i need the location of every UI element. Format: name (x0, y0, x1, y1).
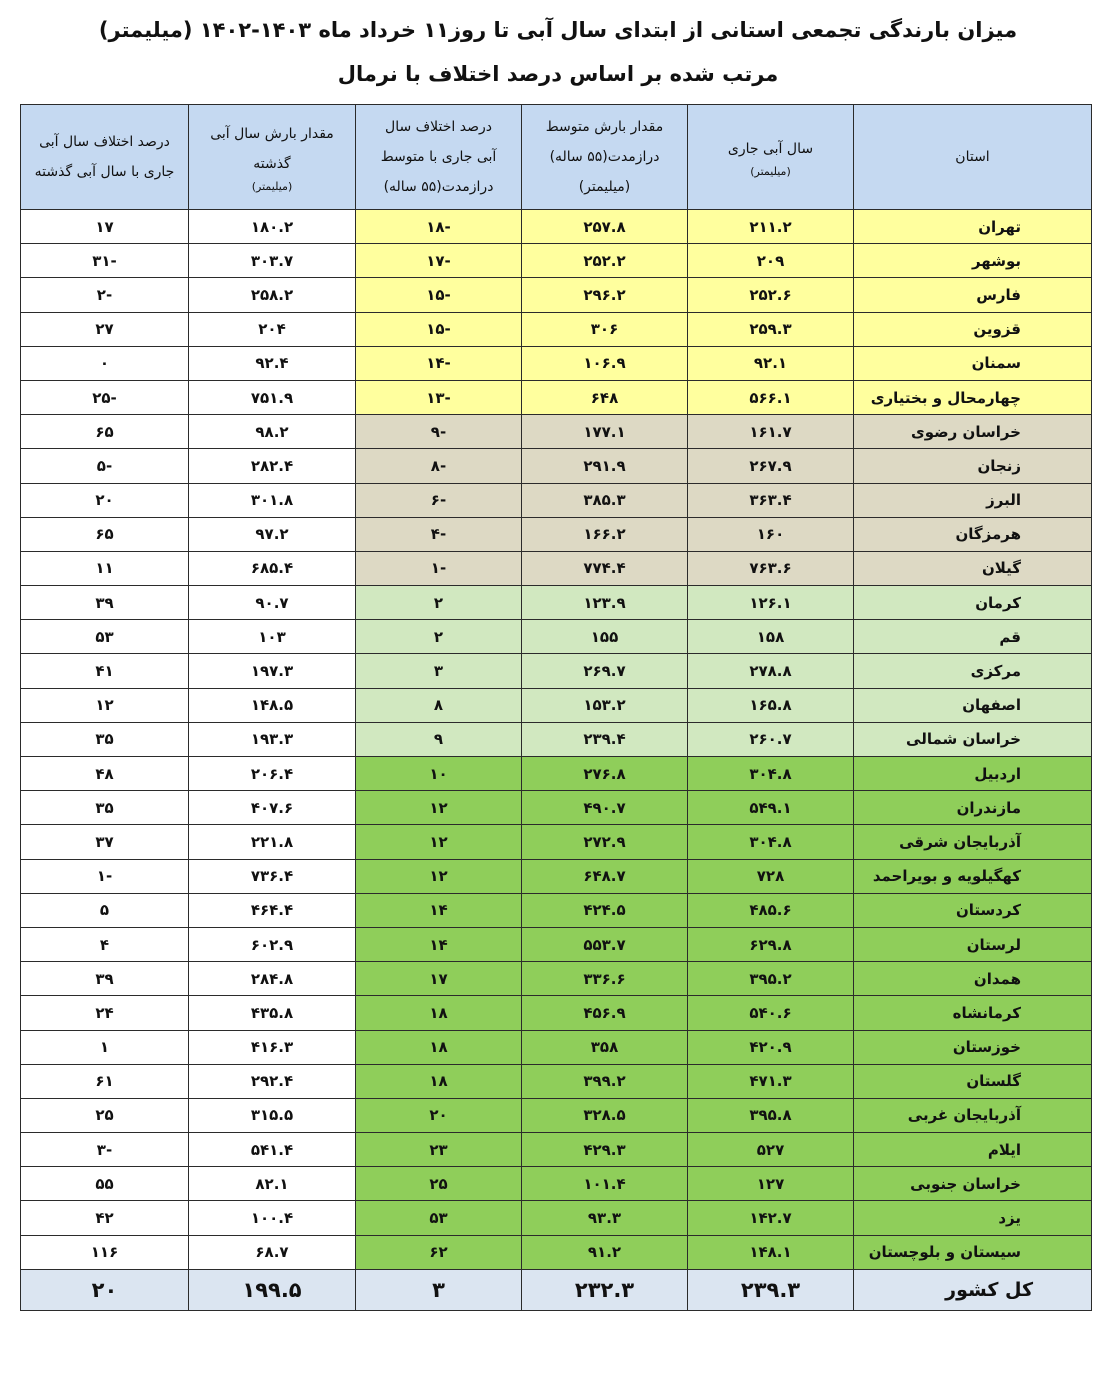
longterm-cell: ۱۶۶.۲ (522, 517, 688, 551)
current-cell: ۱۶۰ (688, 517, 854, 551)
diff-previous-cell: ۱۷ (21, 210, 189, 244)
diff-normal-cell: -۱۵ (356, 278, 522, 312)
table-row (21, 415, 1092, 449)
diff-previous-cell: ۳۵ (21, 722, 189, 756)
diff-normal-cell: ۱۷ (356, 962, 522, 996)
total-previous: ۱۹۹.۵ (189, 1269, 356, 1310)
header-current: سال آبی جاری (میلیمتر) (688, 105, 854, 210)
current-cell: ۳۹۵.۲ (688, 962, 854, 996)
longterm-cell: ۹۱.۲ (522, 1235, 688, 1269)
previous-cell: ۱۰۰.۴ (189, 1201, 356, 1235)
current-cell: ۳۰۴.۸ (688, 825, 854, 859)
diff-normal-cell: ۱۲ (356, 791, 522, 825)
diff-normal-cell: ۳ (356, 654, 522, 688)
diff-normal-cell: ۱۲ (356, 825, 522, 859)
current-cell: ۳۰۴.۸ (688, 757, 854, 791)
diff-previous-cell: ۴۸ (21, 757, 189, 791)
header-longterm: مقدار بارش متوسط درازمدت(۵۵ ساله) (میلیمتر) (522, 105, 688, 210)
table-row (21, 1064, 1092, 1098)
previous-cell: ۲۰۶.۴ (189, 757, 356, 791)
longterm-cell: ۳۸۵.۳ (522, 483, 688, 517)
current-cell: ۲۵۲.۶ (688, 278, 854, 312)
header-row (21, 105, 1092, 210)
table-row (21, 1098, 1092, 1132)
diff-previous-cell: ۵۳ (21, 620, 189, 654)
header-previous: مقدار بارش سال آبی گذشته (میلیمتر) (189, 105, 356, 210)
diff-previous-cell: ۱ (21, 1030, 189, 1064)
table-row (21, 996, 1092, 1030)
diff-previous-cell: ۱۲ (21, 688, 189, 722)
diff-normal-cell: -۴ (356, 517, 522, 551)
province-cell: چهارمحال و بختیاری (854, 380, 1092, 414)
diff-normal-cell: ۶۲ (356, 1235, 522, 1269)
longterm-cell: ۳۵۸ (522, 1030, 688, 1064)
longterm-cell: ۲۵۷.۸ (522, 210, 688, 244)
longterm-cell: ۴۹۰.۷ (522, 791, 688, 825)
diff-previous-cell: ۵۵ (21, 1167, 189, 1201)
previous-cell: ۳۰۳.۷ (189, 244, 356, 278)
longterm-cell: ۹۳.۳ (522, 1201, 688, 1235)
current-cell: ۳۹۵.۸ (688, 1098, 854, 1132)
header-diff-normal: درصد اختلاف سال آبی جاری با متوسط درازمدت(۵۵ ساله) (356, 105, 522, 210)
province-cell: خوزستان (854, 1030, 1092, 1064)
table-row (21, 210, 1092, 244)
diff-normal-cell: -۱۸ (356, 210, 522, 244)
longterm-cell: ۶۴۸.۷ (522, 859, 688, 893)
longterm-cell: ۵۵۳.۷ (522, 927, 688, 961)
longterm-cell: ۲۷۶.۸ (522, 757, 688, 791)
diff-normal-cell: ۹ (356, 722, 522, 756)
table-row (21, 586, 1092, 620)
previous-cell: ۹۰.۷ (189, 586, 356, 620)
province-cell: مرکزی (854, 654, 1092, 688)
table-row (21, 1235, 1092, 1269)
previous-cell: ۱۹۷.۳ (189, 654, 356, 688)
longterm-cell: ۳۰۶ (522, 312, 688, 346)
diff-normal-cell: ۱۸ (356, 1030, 522, 1064)
previous-cell: ۶۸۵.۴ (189, 551, 356, 585)
longterm-cell: ۷۷۴.۴ (522, 551, 688, 585)
province-cell: کرمان (854, 586, 1092, 620)
previous-cell: ۹۸.۲ (189, 415, 356, 449)
table-row (21, 825, 1092, 859)
diff-previous-cell: ۴۲ (21, 1201, 189, 1235)
current-cell: ۳۶۳.۴ (688, 483, 854, 517)
longterm-cell: ۴۵۶.۹ (522, 996, 688, 1030)
diff-previous-cell: ۲۷ (21, 312, 189, 346)
diff-normal-cell: ۲ (356, 586, 522, 620)
page-subtitle: مرتب شده بر اساس درصد اختلاف با نرمال (337, 62, 779, 86)
longterm-cell: ۱۵۵ (522, 620, 688, 654)
diff-previous-cell: ۱۱ (21, 551, 189, 585)
province-cell: سیستان و بلوچستان (854, 1235, 1092, 1269)
province-cell: کرمانشاه (854, 996, 1092, 1030)
diff-normal-cell: -۶ (356, 483, 522, 517)
current-cell: ۴۲۰.۹ (688, 1030, 854, 1064)
longterm-cell: ۱۵۳.۲ (522, 688, 688, 722)
province-cell: گیلان (854, 551, 1092, 585)
previous-cell: ۳۰۱.۸ (189, 483, 356, 517)
header-diff-previous: درصد اختلاف سال آبی جاری با سال آبی گذشته (21, 105, 189, 210)
diff-normal-cell: -۹ (356, 415, 522, 449)
current-cell: ۱۴۸.۱ (688, 1235, 854, 1269)
header-previous-unit: (میلیمتر) (251, 180, 293, 193)
diff-previous-cell: ۵ (21, 893, 189, 927)
previous-cell: ۵۴۱.۴ (189, 1133, 356, 1167)
table-row (21, 1030, 1092, 1064)
longterm-cell: ۲۹۶.۲ (522, 278, 688, 312)
diff-previous-cell: ۱۱۶ (21, 1235, 189, 1269)
header-province: استان (854, 105, 1092, 210)
previous-cell: ۶۰۲.۹ (189, 927, 356, 961)
current-cell: ۵۲۷ (688, 1133, 854, 1167)
province-cell: سمنان (854, 346, 1092, 380)
current-cell: ۵۴۰.۶ (688, 996, 854, 1030)
current-cell: ۴۷۱.۳ (688, 1064, 854, 1098)
table-row (21, 517, 1092, 551)
province-cell: خراسان جنوبی (854, 1167, 1092, 1201)
previous-cell: ۸۲.۱ (189, 1167, 356, 1201)
province-cell: مازندران (854, 791, 1092, 825)
province-cell: هرمزگان (854, 517, 1092, 551)
longterm-cell: ۲۶۹.۷ (522, 654, 688, 688)
previous-cell: ۲۸۴.۸ (189, 962, 356, 996)
diff-normal-cell: -۱ (356, 551, 522, 585)
current-cell: ۲۶۷.۹ (688, 449, 854, 483)
table-row (21, 1167, 1092, 1201)
total-longterm: ۲۳۲.۳ (522, 1269, 688, 1310)
diff-previous-cell: ۲۵ (21, 1098, 189, 1132)
current-cell: ۴۸۵.۶ (688, 893, 854, 927)
longterm-cell: ۳۲۸.۵ (522, 1098, 688, 1132)
table-row (21, 1201, 1092, 1235)
current-cell: ۲۶۰.۷ (688, 722, 854, 756)
table-row (21, 278, 1092, 312)
previous-cell: ۱۹۳.۳ (189, 722, 356, 756)
total-diff-previous: ۲۰ (21, 1269, 189, 1310)
diff-normal-cell: -۸ (356, 449, 522, 483)
longterm-cell: ۱۲۳.۹ (522, 586, 688, 620)
table-row (21, 927, 1092, 961)
table-row (21, 449, 1092, 483)
diff-normal-cell: ۱۲ (356, 859, 522, 893)
previous-cell: ۱۰۳ (189, 620, 356, 654)
diff-previous-cell: ۲۰ (21, 483, 189, 517)
current-cell: ۵۴۹.۱ (688, 791, 854, 825)
diff-previous-cell: ۶۱ (21, 1064, 189, 1098)
diff-normal-cell: ۲۵ (356, 1167, 522, 1201)
current-cell: ۱۵۸ (688, 620, 854, 654)
table-row (21, 757, 1092, 791)
previous-cell: ۲۲۱.۸ (189, 825, 356, 859)
diff-previous-cell: ۲۴ (21, 996, 189, 1030)
total-current: ۲۳۹.۳ (688, 1269, 854, 1310)
current-cell: ۲۱۱.۲ (688, 210, 854, 244)
diff-normal-cell: ۱۴ (356, 893, 522, 927)
table-row (21, 380, 1092, 414)
province-cell: کردستان (854, 893, 1092, 927)
longterm-cell: ۲۷۲.۹ (522, 825, 688, 859)
table-row (21, 346, 1092, 380)
previous-cell: ۹۷.۲ (189, 517, 356, 551)
previous-cell: ۲۸۲.۴ (189, 449, 356, 483)
table-row (21, 483, 1092, 517)
previous-cell: ۲۹۲.۴ (189, 1064, 356, 1098)
longterm-cell: ۳۹۹.۲ (522, 1064, 688, 1098)
table-row (21, 893, 1092, 927)
previous-cell: ۴۳۵.۸ (189, 996, 356, 1030)
current-cell: ۲۰۹ (688, 244, 854, 278)
province-cell: فارس (854, 278, 1092, 312)
province-cell: گلستان (854, 1064, 1092, 1098)
longterm-cell: ۲۹۱.۹ (522, 449, 688, 483)
diff-previous-cell: ۳۹ (21, 962, 189, 996)
previous-cell: ۷۳۶.۴ (189, 859, 356, 893)
diff-previous-cell: -۵ (21, 449, 189, 483)
diff-previous-cell: -۲ (21, 278, 189, 312)
longterm-cell: ۱۰۱.۴ (522, 1167, 688, 1201)
current-cell: ۱۲۶.۱ (688, 586, 854, 620)
province-cell: قم (854, 620, 1092, 654)
previous-cell: ۲۵۸.۲ (189, 278, 356, 312)
longterm-cell: ۱۰۶.۹ (522, 346, 688, 380)
header-current-unit: (میلیمتر) (750, 165, 791, 178)
table-row (21, 551, 1092, 585)
previous-cell: ۳۱۵.۵ (189, 1098, 356, 1132)
diff-normal-cell: ۸ (356, 688, 522, 722)
total-province: کل کشور (854, 1269, 1092, 1310)
diff-normal-cell: -۱۵ (356, 312, 522, 346)
longterm-cell: ۴۲۹.۳ (522, 1133, 688, 1167)
diff-normal-cell: ۲۰ (356, 1098, 522, 1132)
diff-previous-cell: ۶۵ (21, 517, 189, 551)
current-cell: ۶۲۹.۸ (688, 927, 854, 961)
current-cell: ۲۷۸.۸ (688, 654, 854, 688)
province-cell: زنجان (854, 449, 1092, 483)
page-title: میزان بارندگی تجمعی استانی از ابتدای سال آبی تا روز۱۱ خرداد ماه ۱۴۰۳-۱۴۰۲ (میلیمتر) (98, 18, 1018, 42)
diff-previous-cell: ۴ (21, 927, 189, 961)
table-row (21, 859, 1092, 893)
current-cell: ۱۲۷ (688, 1167, 854, 1201)
rainfall-table (20, 104, 1092, 1311)
diff-previous-cell: ۳۵ (21, 791, 189, 825)
province-cell: اردبیل (854, 757, 1092, 791)
table-row (21, 962, 1092, 996)
diff-normal-cell: ۱۴ (356, 927, 522, 961)
province-cell: همدان (854, 962, 1092, 996)
province-cell: یزد (854, 1201, 1092, 1235)
diff-previous-cell: ۰ (21, 346, 189, 380)
table-row (21, 312, 1092, 346)
previous-cell: ۹۲.۴ (189, 346, 356, 380)
longterm-cell: ۲۵۲.۲ (522, 244, 688, 278)
current-cell: ۲۵۹.۳ (688, 312, 854, 346)
table-row (21, 791, 1092, 825)
longterm-cell: ۲۳۹.۴ (522, 722, 688, 756)
table-row (21, 1133, 1092, 1167)
table-row (21, 244, 1092, 278)
table-row (21, 688, 1092, 722)
total-diff-normal: ۳ (356, 1269, 522, 1310)
province-cell: آذربایجان غربی (854, 1098, 1092, 1132)
province-cell: اصفهان (854, 688, 1092, 722)
previous-cell: ۶۸.۷ (189, 1235, 356, 1269)
diff-previous-cell: -۱ (21, 859, 189, 893)
province-cell: کهگیلویه و بویراحمد (854, 859, 1092, 893)
diff-previous-cell: -۳۱ (21, 244, 189, 278)
province-cell: تهران (854, 210, 1092, 244)
diff-normal-cell: -۱۷ (356, 244, 522, 278)
current-cell: ۱۴۲.۷ (688, 1201, 854, 1235)
diff-normal-cell: ۱۸ (356, 996, 522, 1030)
province-cell: قزوین (854, 312, 1092, 346)
table-row (21, 722, 1092, 756)
province-cell: آذربایجان شرقی (854, 825, 1092, 859)
diff-normal-cell: -۱۴ (356, 346, 522, 380)
province-cell: لرستان (854, 927, 1092, 961)
longterm-cell: ۴۲۴.۵ (522, 893, 688, 927)
diff-normal-cell: -۱۳ (356, 380, 522, 414)
current-cell: ۹۲.۱ (688, 346, 854, 380)
previous-cell: ۲۰۴ (189, 312, 356, 346)
diff-previous-cell: ۳۷ (21, 825, 189, 859)
current-cell: ۷۲۸ (688, 859, 854, 893)
table-row (21, 654, 1092, 688)
total-row (21, 1269, 1092, 1310)
diff-previous-cell: -۲۵ (21, 380, 189, 414)
previous-cell: ۱۴۸.۵ (189, 688, 356, 722)
longterm-cell: ۱۷۷.۱ (522, 415, 688, 449)
current-cell: ۱۶۵.۸ (688, 688, 854, 722)
diff-normal-cell: ۲۳ (356, 1133, 522, 1167)
diff-previous-cell: -۳ (21, 1133, 189, 1167)
diff-normal-cell: ۲ (356, 620, 522, 654)
longterm-cell: ۳۳۶.۶ (522, 962, 688, 996)
previous-cell: ۷۵۱.۹ (189, 380, 356, 414)
previous-cell: ۴۶۴.۴ (189, 893, 356, 927)
previous-cell: ۱۸۰.۲ (189, 210, 356, 244)
current-cell: ۷۶۳.۶ (688, 551, 854, 585)
previous-cell: ۴۰۷.۶ (189, 791, 356, 825)
province-cell: بوشهر (854, 244, 1092, 278)
current-cell: ۵۶۶.۱ (688, 380, 854, 414)
diff-normal-cell: ۱۰ (356, 757, 522, 791)
diff-normal-cell: ۱۸ (356, 1064, 522, 1098)
longterm-cell: ۶۴۸ (522, 380, 688, 414)
diff-previous-cell: ۴۱ (21, 654, 189, 688)
table-row (21, 620, 1092, 654)
current-cell: ۱۶۱.۷ (688, 415, 854, 449)
diff-previous-cell: ۳۹ (21, 586, 189, 620)
province-cell: خراسان رضوی (854, 415, 1092, 449)
province-cell: البرز (854, 483, 1092, 517)
diff-normal-cell: ۵۳ (356, 1201, 522, 1235)
previous-cell: ۴۱۶.۳ (189, 1030, 356, 1064)
province-cell: خراسان شمالی (854, 722, 1092, 756)
diff-previous-cell: ۶۵ (21, 415, 189, 449)
province-cell: ایلام (854, 1133, 1092, 1167)
